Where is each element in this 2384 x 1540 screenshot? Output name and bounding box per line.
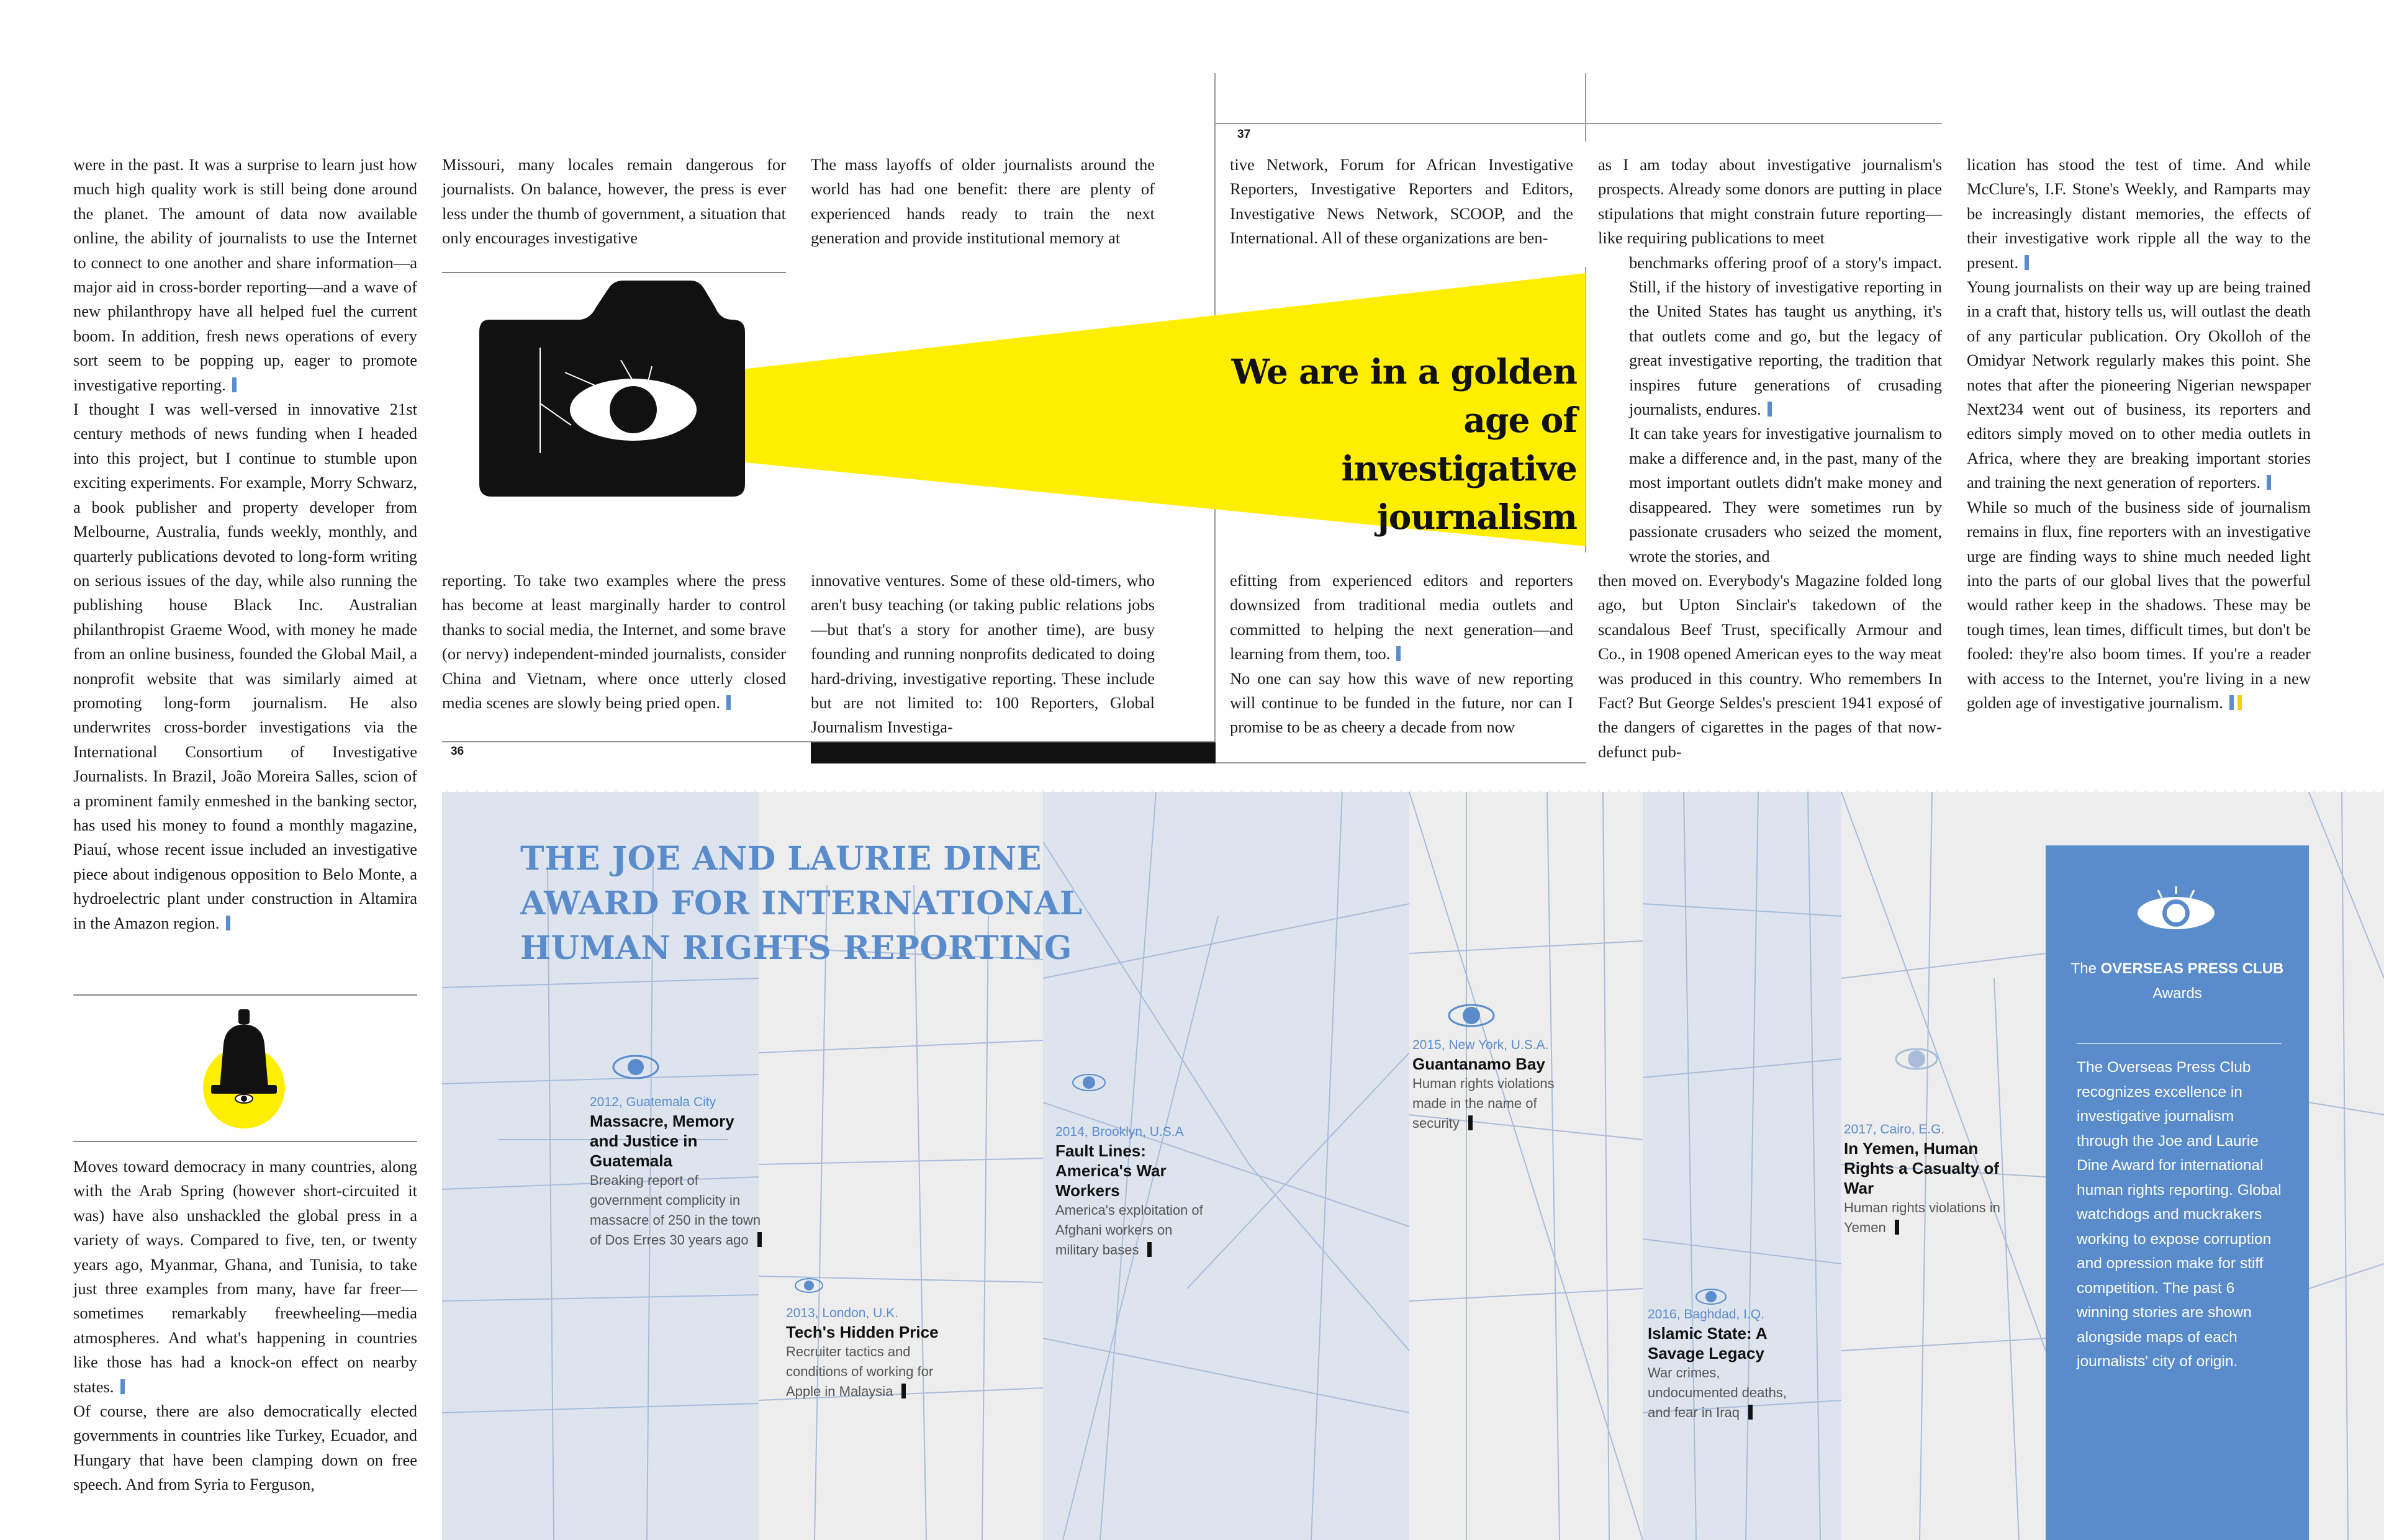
entry-end-mark [1147,1242,1152,1257]
paragraph-end-mark [1768,402,1772,417]
col4-top-para: tive Network, Forum for African Investigative Reporters, Investigative Reporters and Editors, Investigative News Network, SCOOP, and the International. All of these organizations are ben- [1230,155,1573,248]
col3-top-para: The mass layoffs of older journalists around the world has had one benefit: there are plenty of experienced hands ready to train the next generation and provide institutional memory at [811,155,1155,248]
black-bar [811,742,1216,763]
entry-end-mark [1895,1220,1899,1235]
entry-title: Massacre, Memory and Justice in Guatemala [590,1112,734,1170]
paragraph-end-mark [726,695,731,710]
paragraph-end-mark [120,1379,125,1394]
col6-para-2: Young journalists on their way up are being trained in a craft that, history tells us, will outlast the death of any particular publication. Ory Okolloh of the Omidyar Network regularly makes this point. She notes that after the pioneering Nigerian newspaper Next234 went out of business, its reporters and editors simply moved on to other media outlets in Africa, where they are breaking important stories and training the next generation of reporters. [1967,277,2311,492]
paragraph-end-mark [1396,646,1401,661]
col5-para-lead: as I am today about investigative journalism's prospects. Already some donors are putting in place stipulations that might constrain future reporting—like requiring publications to meet [1598,155,1942,248]
paragraph-end-mark [2025,255,2029,270]
entry-end-mark [1468,1115,1473,1130]
entry-desc: Breaking report of government complicity in massacre of 250 in the town of Dos Erres 30 years ago [590,1173,761,1248]
col4-top-text [1230,153,1573,251]
col2-bottom-text [442,569,786,715]
col5-indented-block [1598,251,1942,569]
opc-heading-name: OVERSEAS PRESS CLUB [2100,960,2284,977]
paragraph-end-mark [226,916,230,930]
col6-text [1967,153,2311,715]
col3-top-text [811,153,1155,251]
pull-quote [1217,348,1577,541]
left-para-3: Moves toward democracy in many countries, along with the Arab Spring (however short-circuited it was) have also unshackled the global press in a variety of ways. Compared to five, ten, or twenty years ago, Myanmar, Ghana, and Tunisia, to take just three examples from many, have far freer—sometimes remarkably freewheeling—media atmospheres. And what's happening in countries like those has had a knock-on effect on nearby states. [73,1157,417,1396]
award-entry-2017 [1844,1121,2012,1238]
entry-desc: Human rights violations in Yemen [1844,1200,2000,1235]
map-eye-icon [793,1276,824,1295]
col2-top-para: Missouri, many locales remain dangerous for journalists. On balance, however, the press is ever less under the thumb of government, a situation that only encourages investigative [442,155,786,248]
award-entry-2012 [590,1094,764,1250]
opc-eye-icon [2134,885,2218,935]
award-title [520,837,1141,971]
col6-para-3: While so much of the business side of journalism remains in flux, fine reporters with an investigative urge are finding ways to shine much needed light into the parts of our global lives that the powerful would rather keep in the shadows. These may be tough times, lean times, difficult times, but don't be fooled: they're also boom times. If you're a reader with access to the Internet, you're living in a new golden age of investigative journalism. [1967,497,2311,712]
left-para-1: were in the past. It was a surprise to learn just how much high quality work is still being done around the planet. The amount of data now available online, the ability of journalists to use the Internet to connect to one another and share information—a major aid in cross-border reporting—and a wave of new philanthropy have all helped fuel the current boom. In addition, fresh news operations of every sort seem to be popping up, eager to promote investigative reporting. [73,155,417,394]
award-entry-2014 [1055,1123,1211,1260]
entry-title: In Yemen, Human Rights a Casualty of War [1844,1139,1999,1197]
map-eye-icon [1694,1286,1728,1307]
pull-quote-line: We are in a golden [1231,351,1577,392]
entry-meta: 2012, Guatemala City [590,1095,716,1109]
entry-desc: War crimes, undocumented deaths, and fear in Iraq [1648,1365,1787,1420]
opc-body-text: The Overseas Press Club recognizes excellence in investigative journalism through the Joe and Laurie Dine Award for international human rights reporting. Global watchdogs and muckrakers working to expose corruption and opression make for stiff competition. The past 6 winning stories are shown alongside maps of each journalists' city of origin. [2077,1059,2282,1370]
entry-title: Fault Lines: America's War Workers [1055,1141,1167,1200]
map-eye-icon [611,1051,661,1083]
entry-meta: 2017, Cairo, E.G. [1844,1122,1945,1137]
entry-meta: 2016, Baghdad, I.Q. [1648,1307,1764,1322]
col3-bottom-text [811,569,1155,740]
col4-bottom-para-1: efitting from experienced editors and reporters downsized from traditional media outlets and committed to helping the next generation—and learning from them, too. [1230,571,1573,664]
col3-bottom-para: innovative ventures. Some of these old-timers, who aren't busy teaching (or taking public relations jobs—but that's a story for another time), are busy founding and running nonprofits dedicated to doing hard-driving, investigative reporting. These include but are not limited to: 100 Reporters, Global Journalism Investiga- [811,571,1155,737]
left-rule-upper [73,994,417,996]
map-eye-icon [1447,1001,1496,1030]
opc-heading-the: The [2070,960,2097,977]
map-eye-icon [1070,1071,1108,1094]
bottom-rule-right-page [1216,762,1586,763]
entry-desc: America's exploitation of Afghani workers on military bases [1055,1202,1203,1258]
award-title-line: THE JOE AND LAURIE DINE [520,840,1042,878]
entry-end-mark [901,1384,906,1398]
left-column-bottom [73,1155,417,1497]
page-number-right: 37 [1237,128,1251,141]
article-end-mark-yellow [2237,695,2242,710]
award-title-line: HUMAN RIGHTS REPORTING [520,929,1072,967]
col4-bottom-text [1230,569,1573,740]
col2-bottom-para: reporting. To take two examples where the press has become at least marginally harder to control thanks to social media, the Internet, and some brave (or nervy) independent-minded journalists, consider China and Vietnam, where once utterly closed media scenes are slowly being pried open. [442,571,786,713]
entry-meta: 2014, Brooklyn, U.S.A [1055,1125,1184,1139]
col4-bottom-para-2: No one can say how this wave of new reporting will continue to be funded in the future, nor can I promise to be as cheery a decade from now [1230,669,1573,737]
left-para-4: Of course, there are also democratically elected governments in countries like Turkey, Ecuador, and Hungary that have been clamping down on free speech. And from Syria to Ferguson, [73,1402,417,1494]
paragraph-end-mark [232,377,237,392]
pull-quote-line: age of investigative [1341,400,1577,489]
col-divider-right [1585,73,1586,142]
page-number-left: 36 [451,745,464,758]
opc-divider [2077,1043,2282,1044]
opc-heading [2049,957,2306,1006]
entry-title: Guantanamo Bay [1412,1055,1545,1073]
article-end-mark [2229,695,2234,710]
entry-title: Islamic State: A Savage Legacy [1648,1324,1767,1362]
col6-para-1: lication has stood the test of time. And while McClure's, I.F. Stone's Weekly, and Ramparts may be increasingly distant memories, the effects of their investigative work ripple all the way to the present. [1967,155,2311,272]
entry-meta: 2013, London, U.K. [786,1306,898,1320]
left-column-top [73,153,417,935]
map-eye-icon [1894,1045,1939,1073]
col2-top-text [442,153,786,251]
pull-quote-line: journalism [1376,497,1577,537]
entry-desc: Human rights violations made in the name of security [1412,1076,1555,1131]
entry-meta: 2015, New York, U.S.A. [1412,1038,1549,1052]
award-title-line: AWARD FOR INTERNATIONAL [520,885,1083,922]
col5-para-1: benchmarks offering proof of a story's impact. Still, if the history of investigative reporting in the United States has taught us anything, it's that outlets come and go, but the legacy of great investigative reporting, the tradition that inspires future generations of crusading journalists, endures. [1629,253,1942,419]
entry-title: Tech's Hidden Price [786,1323,939,1341]
col5-para-2: It can take years for investigative journalism to make a difference and, in the past, many of the most important outlets didn't make money and disappeared. They were sometimes run by passionate crusaders who seized the moment, wrote the stories, and [1629,424,1942,565]
award-entry-2015 [1412,1037,1580,1133]
award-entry-2016 [1648,1306,1803,1423]
paragraph-end-mark [2267,475,2271,490]
opc-heading-awards: Awards [2152,985,2202,1002]
left-para-2: I thought I was well-versed in innovative 21st century methods of news funding when I headed into this project, but I continue to stumble upon exciting experiments. For example, Morry Schwarz, a book publisher and property developer from Melbourne, Australia, funds weekly, monthly, and quarterly publications devoted to long-form writing on serious issues of the day, while also running the publishing house Black Inc. Australian philanthropist Graeme Wood, with money he made from an online business, founded the Global Mail, a nonprofit website that was similarly aimed at promoting long-form journalism. He also underwrites cross-border investigations via the International Consortium of Investigative Journalists. In Brazil, João Moreira Salles, scion of a prominent family enmeshed in the banking sector, has used his money to found a monthly magazine, Piauí, whose recent issue included an investigative piece about indigenous opposition to Belo Monte, a hydroelectric plant under construction in Altamira in the Amazon region. [73,400,417,932]
entry-desc: Recruiter tactics and conditions of working for Apple in Malaysia [786,1344,934,1399]
top-rule-right-page [1216,123,1942,124]
entry-end-mark [757,1232,762,1247]
left-rule-lower [73,1141,417,1142]
award-entry-2013 [786,1305,947,1402]
col5-text [1598,153,1942,764]
entry-end-mark [1748,1405,1753,1420]
bell-eye-illustration [197,1007,291,1131]
col5-para-tail: then moved on. Everybody's Magazine folded long ago, but Upton Sinclair's takedown of the scandalous Beef Trust, specifically Armour and Co., in 1908 opened American eyes to the way meat was produced in this country. Who remembers In Fact? But George Seldes's prescient 1941 exposé of the dangers of cigarettes in the pages of that now-defunct pub- [1598,570,1942,761]
